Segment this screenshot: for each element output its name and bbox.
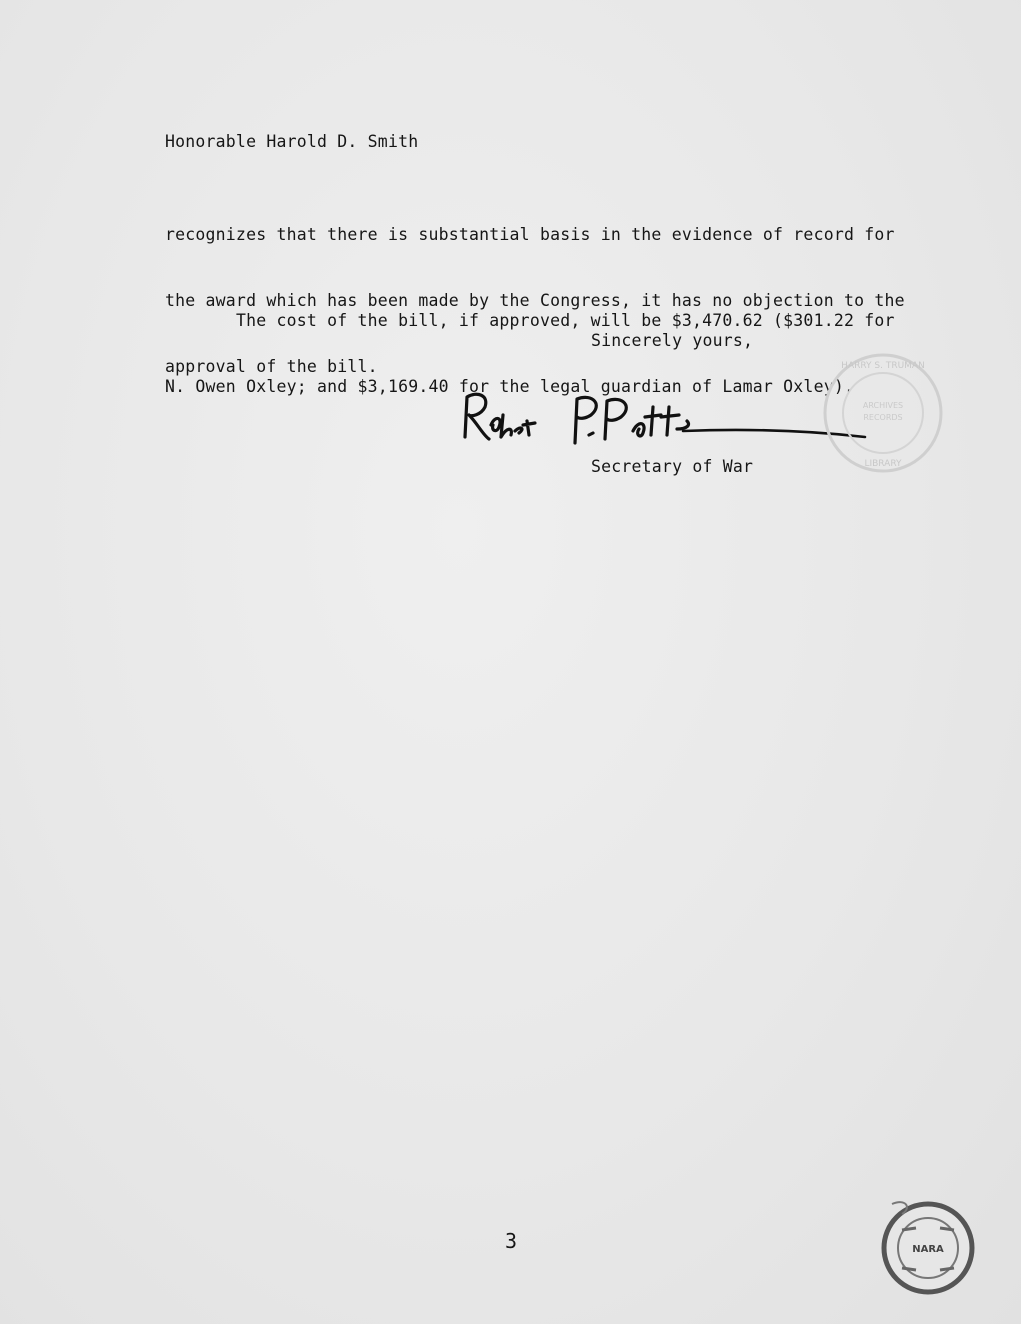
addressee: Honorable Harold D. Smith bbox=[165, 132, 419, 151]
paragraph-1-line-1: recognizes that there is substantial basis in the evidence of record for bbox=[165, 225, 895, 244]
paragraph-1-line-3: approval of the bill. bbox=[165, 357, 378, 376]
svg-text:ARCHIVES: ARCHIVES bbox=[862, 401, 904, 410]
signer-title: Secretary of War bbox=[591, 457, 754, 476]
svg-text:RECORDS: RECORDS bbox=[863, 413, 903, 422]
svg-text:HARRY S. TRUMAN: HARRY S. TRUMAN bbox=[841, 361, 925, 371]
paragraph-1-line-2: the award which has been made by the Congress, it has no objection to the bbox=[165, 291, 905, 310]
svg-text:NARA: NARA bbox=[912, 1244, 944, 1255]
nara-stamp bbox=[872, 1190, 984, 1302]
svg-text:LIBRARY: LIBRARY bbox=[864, 459, 902, 469]
closing: Sincerely yours, bbox=[591, 331, 754, 350]
paragraph-2-line-1: The cost of the bill, if approved, will be $3,470.62 ($301.22 for bbox=[235, 311, 895, 330]
page-number: 3 bbox=[505, 1229, 518, 1253]
paragraph-2-line-2: N. Owen Oxley; and $3,169.40 for the legal guardian of Lamar Oxley). bbox=[165, 377, 855, 396]
library-seal-stamp bbox=[818, 348, 948, 478]
signature-image bbox=[455, 385, 875, 465]
